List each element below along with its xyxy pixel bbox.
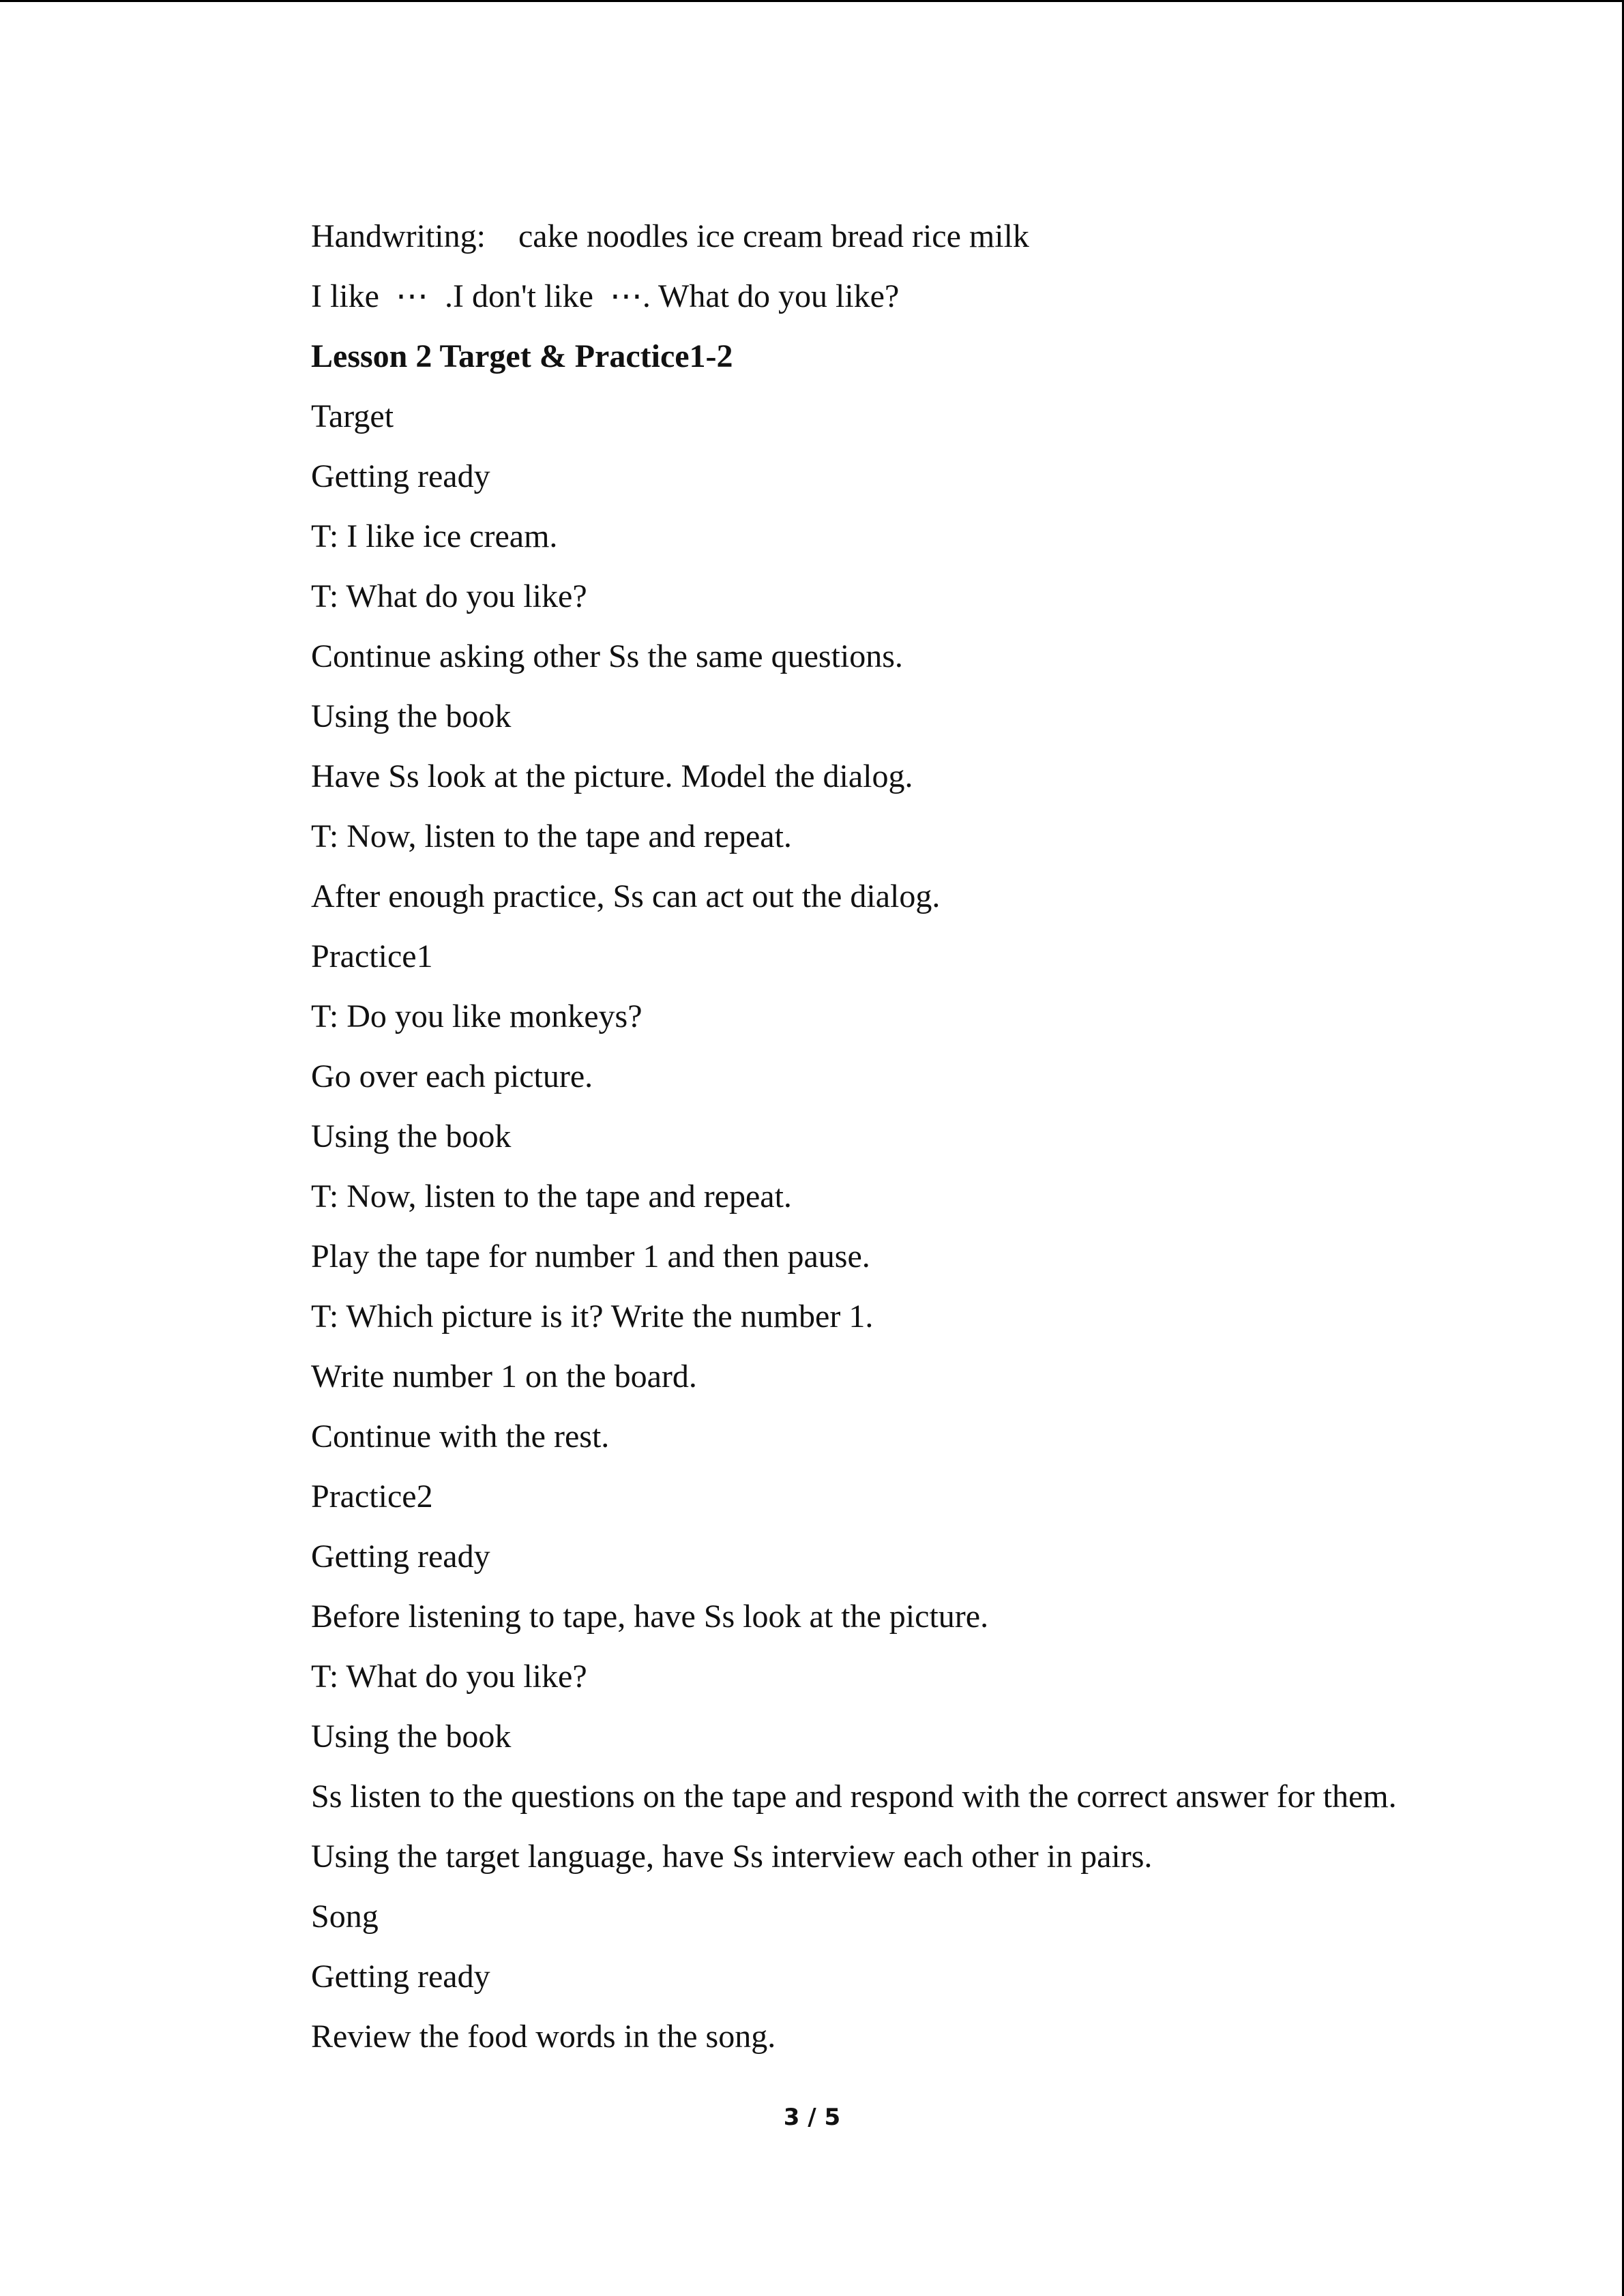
- text-line: T: What do you like?: [311, 1658, 587, 1695]
- text-line: Practice2: [311, 1478, 433, 1515]
- text-line: Before listening to tape, have Ss look at the picture.: [311, 1598, 989, 1635]
- text-line: Continue asking other Ss the same questions.: [311, 638, 903, 674]
- text-line: T: Do you like monkeys?: [311, 998, 643, 1034]
- text-line: T: Now, listen to the tape and repeat.: [311, 1178, 792, 1214]
- text-line: Getting ready: [311, 1958, 490, 1995]
- text-line: Getting ready: [311, 458, 490, 494]
- document-body: [311, 207, 1511, 2067]
- text-line: Continue with the rest.: [311, 1418, 610, 1455]
- text-line: Using the book: [311, 1718, 512, 1755]
- text-line: After enough practice, Ss can act out the dialog.: [311, 878, 941, 914]
- text-line: I like ⋯ .I don't like ⋯. What do you like?: [311, 278, 900, 314]
- text-line: Getting ready: [311, 1538, 490, 1575]
- text-line: Handwriting: cake noodles ice cream bread rice milk: [311, 218, 1029, 254]
- text-line: Using the target language, have Ss interview each other in pairs.: [311, 1838, 1153, 1875]
- text-line: T: Which picture is it? Write the number 1.: [311, 1298, 874, 1335]
- text-line: T: What do you like?: [311, 578, 587, 614]
- text-line: Play the tape for number 1 and then pause.: [311, 1238, 870, 1274]
- page-number: 3 / 5: [783, 2104, 841, 2131]
- text-line: T: Now, listen to the tape and repeat.: [311, 818, 792, 854]
- text-line: Song: [311, 1898, 379, 1935]
- section-heading: Lesson 2 Target & Practice1-2: [311, 338, 733, 374]
- text-line: Ss listen to the questions on the tape and respond with the correct answer for them.: [311, 1778, 1397, 1815]
- text-line: Go over each picture.: [311, 1058, 593, 1094]
- text-line: Using the book: [311, 698, 512, 734]
- text-line: Have Ss look at the picture. Model the dialog.: [311, 758, 913, 794]
- text-line: Review the food words in the song.: [311, 2018, 776, 2055]
- text-line: Target: [311, 398, 394, 434]
- text-line: T: I like ice cream.: [311, 518, 558, 554]
- text-line: Write number 1 on the board.: [311, 1358, 697, 1395]
- text-line: Practice1: [311, 938, 433, 974]
- text-line: Using the book: [311, 1118, 512, 1154]
